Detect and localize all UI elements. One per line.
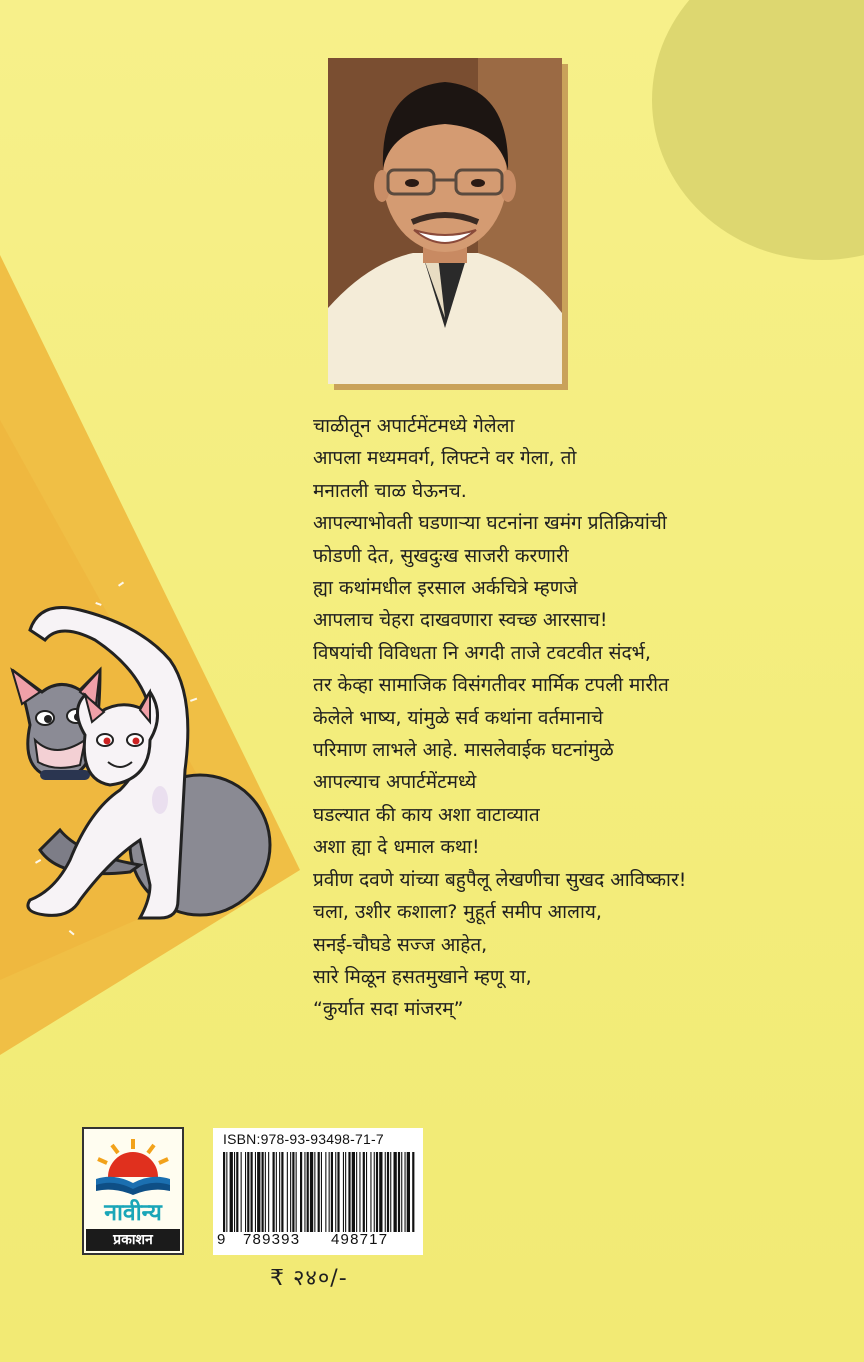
- price-tag: ₹ २४०/-: [270, 1266, 348, 1291]
- blurb-line: परिमाण लाभले आहे. मासलेवाईक घटनांमुळे: [313, 739, 614, 762]
- blurb-text: [313, 410, 833, 1026]
- barcode-bar: [370, 1152, 371, 1232]
- barcode-bar: [401, 1152, 402, 1232]
- sunrise-book-icon: [90, 1133, 176, 1199]
- barcode-bar: [247, 1152, 249, 1232]
- barcode-bar: [273, 1152, 275, 1232]
- barcode-bar: [255, 1152, 256, 1232]
- blurb-line: प्रवीण दवणे यांच्या बहुपैलू लेखणीचा सुखद आविष्कार!: [313, 868, 687, 891]
- barcode-bar: [331, 1152, 333, 1232]
- barcode-bar: [265, 1152, 266, 1232]
- barcode-bar: [314, 1152, 315, 1232]
- blurb-line: चला, उशीर कशाला? मुहूर्त समीप आलाय,: [313, 901, 602, 924]
- blurb-line: चाळीतून अपार्टमेंटमध्ये गेलेला: [313, 415, 515, 437]
- barcode-bar: [245, 1152, 246, 1232]
- author-photo: [328, 58, 562, 384]
- barcode-bar: [281, 1152, 283, 1232]
- blurb-line: सनई-चौघडे सज्ज आहेत,: [313, 933, 488, 956]
- barcode-bars: [221, 1152, 417, 1232]
- barcode-bar: [287, 1152, 288, 1232]
- barcode-bar: [290, 1152, 291, 1232]
- barcode-bar: [257, 1152, 260, 1232]
- barcode-bar: [363, 1152, 365, 1232]
- barcode-bar: [398, 1152, 400, 1232]
- blurb-line: तर केव्हा सामाजिक विसंगतीवर मार्मिक टपली मारीत: [313, 674, 669, 697]
- barcode-bar: [262, 1152, 264, 1232]
- barcode-bar: [407, 1152, 410, 1232]
- barcode-bar: [366, 1152, 367, 1232]
- barcode-bar: [268, 1152, 269, 1232]
- author-portrait-illustration: [328, 58, 562, 384]
- barcode-bar: [329, 1152, 330, 1232]
- blurb-line: आपलाच चेहरा दाखवणारा स्वच्छ आरसाच!: [313, 609, 608, 632]
- barcode-digit-first: 9: [217, 1231, 227, 1248]
- barcode-bar: [310, 1152, 313, 1232]
- barcode-bar: [230, 1152, 233, 1232]
- blurb-line: ह्या कथांमधील इरसाल अर्कचित्रे म्हणजे: [313, 577, 578, 600]
- barcode-bar: [276, 1152, 277, 1232]
- blurb-line: “कुर्यात सदा मांजरम्”: [313, 998, 464, 1021]
- barcode-bar: [387, 1152, 389, 1232]
- blurb-line: सारे मिळून हसतमुखाने म्हणू या,: [313, 965, 532, 988]
- barcode-bar: [335, 1152, 336, 1232]
- barcode-bar: [356, 1152, 357, 1232]
- barcode-bar: [412, 1152, 414, 1232]
- barcode-bar: [394, 1152, 397, 1232]
- barcode-bar: [352, 1152, 355, 1232]
- blurb-line: फोडणी देत, सुखदुःख साजरी करणारी: [313, 544, 569, 567]
- blurb-line: अशा ह्या दे धमाल कथा!: [313, 836, 480, 859]
- barcode-bar: [307, 1152, 309, 1232]
- barcode-bar: [348, 1152, 350, 1232]
- barcode-bar: [337, 1152, 339, 1232]
- publisher-subtitle: प्रकाशन: [86, 1229, 180, 1251]
- barcode-bar: [345, 1152, 346, 1232]
- isbn-barcode: [213, 1128, 423, 1255]
- barcode-bar: [379, 1152, 382, 1232]
- blurb-line: घडल्यात की काय अशा वाटाव्यात: [313, 803, 540, 826]
- barcode-bar: [304, 1152, 305, 1232]
- barcode-bar: [359, 1152, 360, 1232]
- barcode-bar: [374, 1152, 375, 1232]
- barcode-bar: [385, 1152, 386, 1232]
- barcode-bar: [343, 1152, 344, 1232]
- barcode-bar: [226, 1152, 227, 1232]
- publisher-logo: [82, 1127, 184, 1255]
- barcode-bar: [318, 1152, 320, 1232]
- blurb-line: आपल्याभोवती घडणाऱ्या घटनांना खमंग प्रतिक्रियांची: [313, 512, 667, 535]
- barcode-bar: [236, 1152, 238, 1232]
- blurb-line: विषयांची विविधता नि अगदी ताजे टवटवीत संदर्भ,: [313, 641, 651, 664]
- barcode-bar: [321, 1152, 322, 1232]
- barcode-bar: [234, 1152, 235, 1232]
- barcode-bar: [390, 1152, 391, 1232]
- barcode-bar: [251, 1152, 253, 1232]
- blurb-line: केलेले भाष्य, यांमुळे सर्व कथांना वर्तमानाचे: [313, 706, 604, 729]
- blurb-line: मनातली चाळ घेऊनच.: [313, 479, 467, 502]
- barcode-bar: [376, 1152, 378, 1232]
- publisher-name: नावीन्य: [104, 1200, 162, 1226]
- blurb-line: आपल्याच अपार्टमेंटमध्ये: [313, 771, 477, 794]
- barcode-bar: [292, 1152, 294, 1232]
- barcode-digit-group-1: 789393: [243, 1231, 301, 1248]
- barcode-bar: [300, 1152, 302, 1232]
- barcode-bar: [405, 1152, 406, 1232]
- barcode-bar: [279, 1152, 280, 1232]
- barcode-bar: [223, 1152, 225, 1232]
- isbn-label: ISBN:978-93-93498-71-7: [223, 1131, 384, 1147]
- barcode-bar: [241, 1152, 242, 1232]
- cats-illustration: [0, 600, 300, 940]
- blurb-line: आपला मध्यमवर्ग, लिफ्टने वर गेला, तो: [313, 447, 577, 470]
- barcode-digit-group-2: 498717: [331, 1231, 389, 1248]
- barcode-bar: [325, 1152, 326, 1232]
- barcode-bar: [296, 1152, 297, 1232]
